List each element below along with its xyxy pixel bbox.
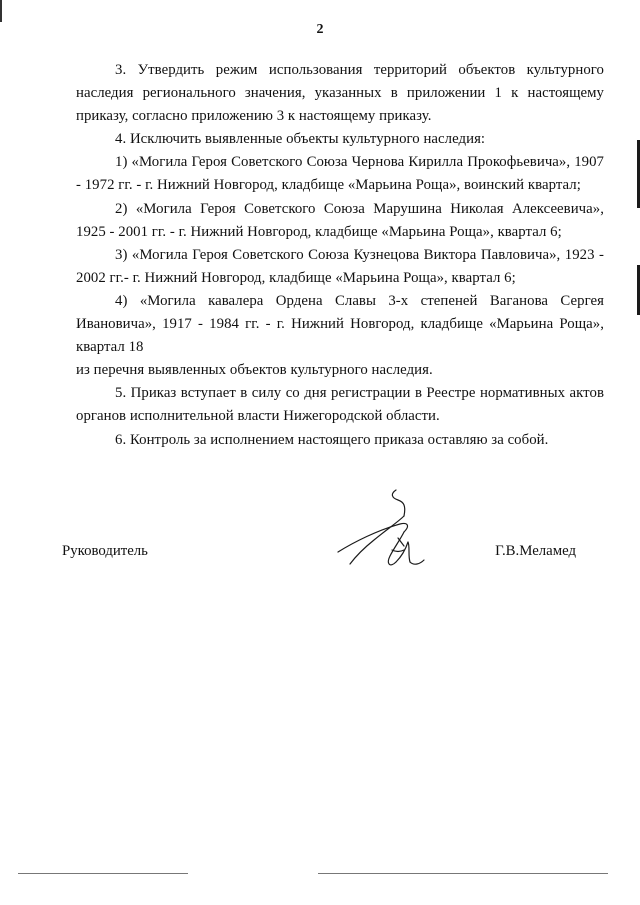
document-body <box>76 59 604 452</box>
paragraph-item-4: 4. Исключить выявленные объекты культурного наследия: <box>115 131 486 148</box>
signature-block <box>62 543 604 565</box>
paragraph-item-5: 5. Приказ вступает в силу со дня регистрации в Реестре нормативных актов органов исполнительной власти Нижегородской области. <box>76 385 604 425</box>
signatory-role: Руководитель <box>62 543 148 559</box>
scan-bottom-rule-right <box>318 873 608 874</box>
signatory-name: Г.В.Меламед <box>495 543 576 559</box>
page-number: 2 <box>316 22 324 37</box>
scan-bottom-rule-left <box>18 873 188 874</box>
paragraph-item-6: 6. Контроль за исполнением настоящего приказа оставляю за собой. <box>115 431 549 448</box>
list-item-1: 1) «Могила Героя Советского Союза Чернова Кирилла Прокофьевича», 1907 - 1972 гг. - г. Нижний Новгород, кладбище «Марьина Роща», воинский квартал; <box>76 154 604 194</box>
paragraph-continuation: из перечня выявленных объектов культурного наследия. <box>76 362 433 379</box>
list-item-3: 3) «Могила Героя Советского Союза Кузнецова Виктора Павловича», 1923 - 2002 гг.- г. Нижний Новгород, кладбище «Марьина Роща», квартал 6; <box>76 246 604 286</box>
scan-edge-mark-left <box>0 0 2 22</box>
list-item-4: 4) «Могила кавалера Ордена Славы 3-х степеней Ваганова Сергея Ивановича», 1917 - 1984 гг. - г. Нижний Новгород, кладбище «Марьина Роща», квартал 18 <box>76 292 604 356</box>
paragraph-item-3: 3. Утвердить режим использования территорий объектов культурного наследия регионального значения, указанных в приложении 1 к настоящему приказу, согласно приложению 3 к настоящему приказу. <box>76 62 604 125</box>
list-item-2: 2) «Могила Героя Советского Союза Марушина Николая Алексеевича», 1925 - 2001 гг. - г. Нижний Новгород, кладбище «Марьина Роща», квартал 6; <box>76 200 604 240</box>
